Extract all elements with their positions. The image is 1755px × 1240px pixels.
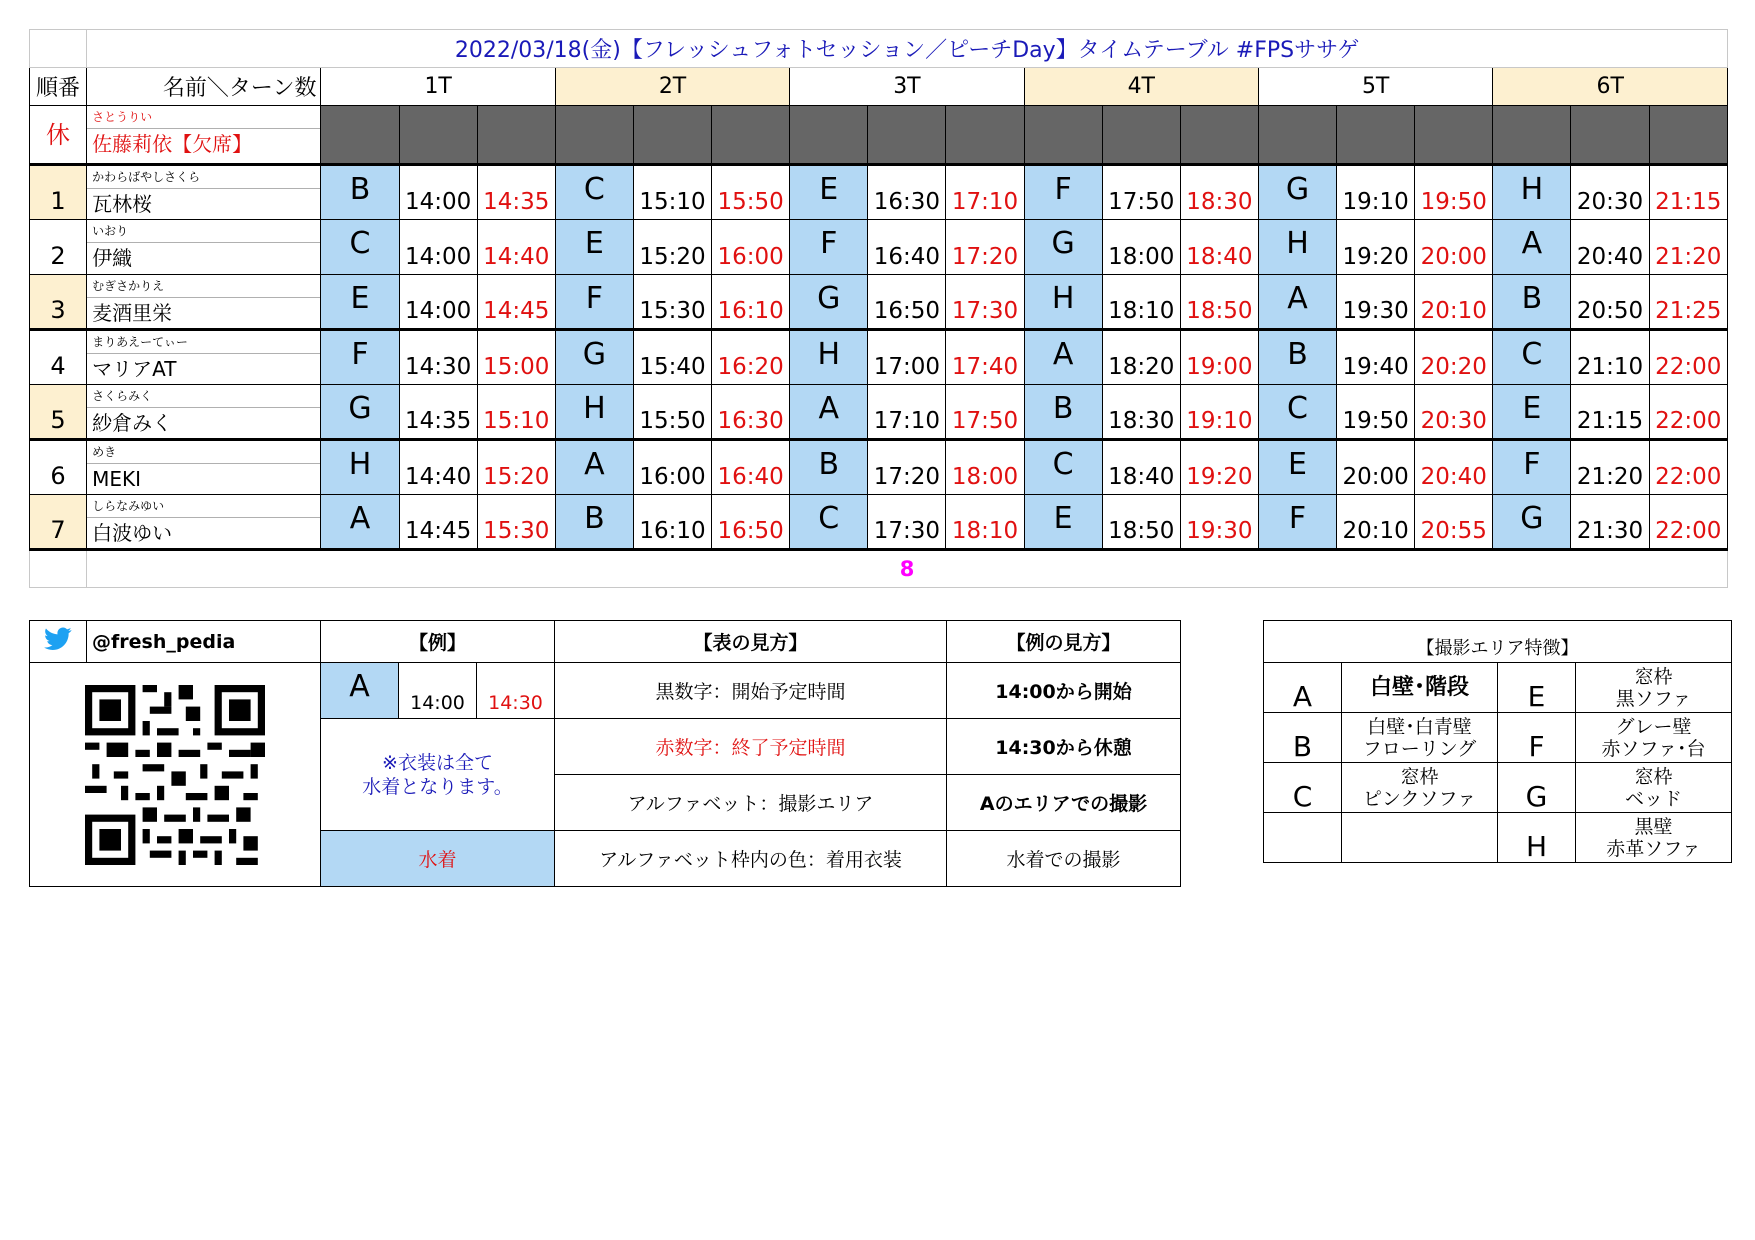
area-cell: F [1024,165,1102,220]
start-time: 18:00 [1102,220,1180,275]
start-time: 16:40 [868,220,946,275]
start-time: 18:20 [1102,330,1180,385]
blocked-cell [399,106,477,165]
legend-label: 赤数字：終了予定時間 [555,719,947,775]
end-time: 22:00 [1649,440,1727,495]
legend-meaning: 水着での撮影 [947,831,1181,887]
end-time: 18:30 [1180,165,1258,220]
blocked-cell [1258,106,1336,165]
start-time: 21:30 [1571,495,1649,550]
area-cell: C [1493,330,1571,385]
area-cell: C [790,495,868,550]
blocked-cell [868,106,946,165]
start-time: 21:10 [1571,330,1649,385]
start-time: 15:20 [633,220,711,275]
performer-name-cell [87,440,321,495]
end-time: 19:10 [1180,385,1258,440]
legend-label: アルファベット：撮影エリア [555,775,947,831]
end-time: 16:00 [712,220,790,275]
blocked-cell [1102,106,1180,165]
blocked-cell [321,106,399,165]
area-cell: G [790,275,868,330]
area-description: 窓枠 ピンクソファ [1342,763,1498,813]
performer-name-cell [87,275,321,330]
start-time: 17:30 [868,495,946,550]
area-cell: E [1258,440,1336,495]
blocked-cell [1571,106,1649,165]
schedule-row [30,385,1728,440]
area-cell: F [1493,440,1571,495]
start-time: 16:50 [868,275,946,330]
end-time: 16:30 [712,385,790,440]
area-cell: F [321,330,399,385]
start-time: 19:10 [1337,165,1415,220]
area-letter: C [1264,763,1342,813]
features-header: 【撮影エリア特徴】 [1264,621,1732,663]
area-cell: F [790,220,868,275]
start-time: 15:40 [633,330,711,385]
order-number: 6 [30,440,87,495]
end-time: 14:35 [477,165,555,220]
start-time: 15:10 [633,165,711,220]
start-time: 14:40 [399,440,477,495]
legend-meaning: 14:30から休憩 [947,719,1181,775]
turn-header: 4T [1024,68,1258,106]
start-time: 17:10 [868,385,946,440]
area-cell: G [1258,165,1336,220]
area-cell: A [1493,220,1571,275]
order-number: 2 [30,220,87,275]
legend-table [29,620,1181,887]
absent-row [30,106,1728,165]
feature-row [1264,813,1732,863]
end-time: 20:30 [1415,385,1493,440]
end-time: 22:00 [1649,495,1727,550]
schedule-row [30,275,1728,330]
end-time: 17:10 [946,165,1024,220]
end-time: 15:10 [477,385,555,440]
end-time: 18:10 [946,495,1024,550]
area-cell: H [555,385,633,440]
page-title: 2022/03/18(金)【フレッシュフォトセッション／ピーチDay】タイムテーブル #FPSササゲ [87,30,1728,68]
blocked-cell [1180,106,1258,165]
performer-name-cell [87,495,321,550]
end-time: 19:00 [1180,330,1258,385]
end-time: 17:50 [946,385,1024,440]
blocked-cell [712,106,790,165]
order-number: 5 [30,385,87,440]
costume-swatch: 水着 [321,831,555,887]
furigana: まりあえーてぃー [87,331,320,354]
order-number: 3 [30,275,87,330]
end-time: 15:20 [477,440,555,495]
start-time: 21:20 [1571,440,1649,495]
blocked-cell [477,106,555,165]
end-time: 18:50 [1180,275,1258,330]
schedule-row [30,220,1728,275]
area-cell: F [1258,495,1336,550]
end-time: 20:40 [1415,440,1493,495]
end-time: 21:25 [1649,275,1727,330]
turn-header: 3T [790,68,1024,106]
performer-name: 紗倉みく [92,411,173,435]
blocked-cell [1415,106,1493,165]
blocked-cell [1337,106,1415,165]
performer-name-cell [87,330,321,385]
turn-header: 1T [321,68,555,106]
performer-name: マリアAT [92,357,177,381]
start-time: 15:50 [633,385,711,440]
example-header: 【例】 [321,621,555,663]
area-letter: B [1264,713,1342,763]
end-time: 15:30 [477,495,555,550]
start-time: 20:00 [1337,440,1415,495]
start-time: 16:30 [868,165,946,220]
start-time: 18:30 [1102,385,1180,440]
start-time: 15:30 [633,275,711,330]
performer-name-cell [87,165,321,220]
area-letter: G [1498,763,1576,813]
end-time: 22:00 [1649,330,1727,385]
turn-header: 6T [1493,68,1728,106]
start-time: 14:00 [399,275,477,330]
furigana: さくらみく [87,385,320,408]
area-cell: E [321,275,399,330]
feature-row [1264,763,1732,813]
furigana: さとうりい [87,106,320,129]
area-description: グレー壁 赤ソファ･台 [1576,713,1732,763]
area-cell: B [790,440,868,495]
feature-row [1264,713,1732,763]
name-turns-header: 名前＼ターン数 [87,68,321,106]
end-time: 20:00 [1415,220,1493,275]
turn-header: 2T [555,68,789,106]
start-time: 20:30 [1571,165,1649,220]
end-time: 14:45 [477,275,555,330]
costume-note: ※衣装は全て 水着となります。 [321,719,555,831]
area-letter: E [1498,663,1576,713]
blocked-cell [1493,106,1571,165]
order-number: 1 [30,165,87,220]
area-cell: G [321,385,399,440]
performer-name: MEKI [92,467,141,491]
start-time: 20:50 [1571,275,1649,330]
schedule-row [30,165,1728,220]
area-description [1342,813,1498,863]
area-cell: G [1024,220,1102,275]
area-cell: B [1258,330,1336,385]
end-time: 15:00 [477,330,555,385]
area-cell: A [555,440,633,495]
area-cell: H [790,330,868,385]
schedule-rows [30,165,1728,550]
features-rows [1264,663,1732,863]
performer-name-cell [87,385,321,440]
feature-row [1264,663,1732,713]
end-time: 16:20 [712,330,790,385]
area-cell: G [555,330,633,385]
area-letter: A [1264,663,1342,713]
legend-label: 黒数字：開始予定時間 [555,663,947,719]
end-time: 19:20 [1180,440,1258,495]
area-letter: F [1498,713,1576,763]
end-time: 18:40 [1180,220,1258,275]
end-time: 14:40 [477,220,555,275]
start-time: 19:50 [1337,385,1415,440]
area-cell: C [1024,440,1102,495]
start-time: 19:20 [1337,220,1415,275]
start-time: 18:50 [1102,495,1180,550]
furigana: しらなみゆい [87,495,320,518]
furigana: いおり [87,220,320,243]
turn-header: 5T [1258,68,1492,106]
start-time: 14:00 [399,220,477,275]
blocked-cell [555,106,633,165]
start-time: 19:30 [1337,275,1415,330]
area-letter [1264,813,1342,863]
end-time: 19:50 [1415,165,1493,220]
area-description: 窓枠 黒ソファ [1576,663,1732,713]
end-time: 17:20 [946,220,1024,275]
performer-name: 麦酒里栄 [92,301,173,325]
area-cell: E [1024,495,1102,550]
qr-code-icon [85,685,265,865]
area-description: 黒壁 赤革ソファ [1576,813,1732,863]
area-cell: B [555,495,633,550]
area-cell: A [1024,330,1102,385]
performer-name: 瓦林桜 [92,192,153,216]
area-cell: G [1493,495,1571,550]
end-time: 19:30 [1180,495,1258,550]
area-cell: A [1258,275,1336,330]
start-time: 17:20 [868,440,946,495]
example-meaning-header: 【例の見方】 [947,621,1181,663]
end-time: 21:20 [1649,220,1727,275]
title-spacer [30,30,87,68]
order-number: 4 [30,330,87,385]
end-time: 17:40 [946,330,1024,385]
start-time: 21:15 [1571,385,1649,440]
area-cell: H [1493,165,1571,220]
start-time: 20:10 [1337,495,1415,550]
absent-name-cell [87,106,321,165]
area-cell: A [790,385,868,440]
start-time: 16:00 [633,440,711,495]
start-time: 20:40 [1571,220,1649,275]
end-time: 15:50 [712,165,790,220]
area-cell: E [790,165,868,220]
furigana: めき [87,441,320,464]
absent-mark: 休 [30,106,87,165]
twitter-handle[interactable]: @fresh_pedia [87,621,321,663]
count-spacer [30,550,87,588]
area-description: 窓枠 ベッド [1576,763,1732,813]
start-time: 14:00 [399,165,477,220]
blocked-cell [1024,106,1102,165]
start-time: 17:00 [868,330,946,385]
start-time: 14:35 [399,385,477,440]
qr-code-cell [30,663,321,887]
end-time: 18:00 [946,440,1024,495]
area-cell: H [1258,220,1336,275]
area-cell: F [555,275,633,330]
performer-name-cell [87,220,321,275]
area-cell: C [1258,385,1336,440]
end-time: 16:10 [712,275,790,330]
end-time: 20:55 [1415,495,1493,550]
blocked-cell [633,106,711,165]
example-end: 14:30 [477,663,555,719]
start-time: 16:10 [633,495,711,550]
twitter-icon-cell [30,621,87,663]
area-description: 白壁･階段 [1342,663,1498,713]
schedule-row [30,330,1728,385]
start-time: 19:40 [1337,330,1415,385]
area-features-table [1263,620,1732,863]
schedule-row [30,440,1728,495]
area-cell: E [1493,385,1571,440]
area-cell: C [321,220,399,275]
area-description: 白壁･白青壁 フローリング [1342,713,1498,763]
end-time: 21:15 [1649,165,1727,220]
blocked-cell [946,106,1024,165]
twitter-bird-icon [44,627,72,651]
example-area: A [321,663,399,719]
furigana: かわらばやしさくら [87,166,320,189]
how-to-read-header: 【表の見方】 [555,621,947,663]
end-time: 16:40 [712,440,790,495]
performer-name: 白波ゆい [92,521,173,545]
legend-label: アルファベット枠内の色：着用衣装 [555,831,947,887]
order-header: 順番 [30,68,87,106]
blocked-cell [1649,106,1727,165]
area-cell: B [1493,275,1571,330]
furigana: むぎさかりえ [87,275,320,298]
area-cell: B [1024,385,1102,440]
end-time: 17:30 [946,275,1024,330]
example-start: 14:00 [399,663,477,719]
area-cell: E [555,220,633,275]
blocked-cell [790,106,868,165]
area-cell: A [321,495,399,550]
area-cell: C [555,165,633,220]
end-time: 16:50 [712,495,790,550]
legend-meaning: 14:00から開始 [947,663,1181,719]
timetable [29,29,1728,588]
schedule-row [30,495,1728,550]
end-time: 20:20 [1415,330,1493,385]
area-letter: H [1498,813,1576,863]
start-time: 18:10 [1102,275,1180,330]
legend-meaning: Aのエリアでの撮影 [947,775,1181,831]
start-time: 14:45 [399,495,477,550]
performer-name: 伊織 [92,246,133,270]
performer-count: 8 [87,550,1728,588]
start-time: 18:40 [1102,440,1180,495]
area-cell: H [321,440,399,495]
performer-name: 佐藤莉依【欠席】 [92,132,253,156]
order-number: 7 [30,495,87,550]
start-time: 14:30 [399,330,477,385]
end-time: 20:10 [1415,275,1493,330]
end-time: 22:00 [1649,385,1727,440]
start-time: 17:50 [1102,165,1180,220]
area-cell: H [1024,275,1102,330]
area-cell: B [321,165,399,220]
